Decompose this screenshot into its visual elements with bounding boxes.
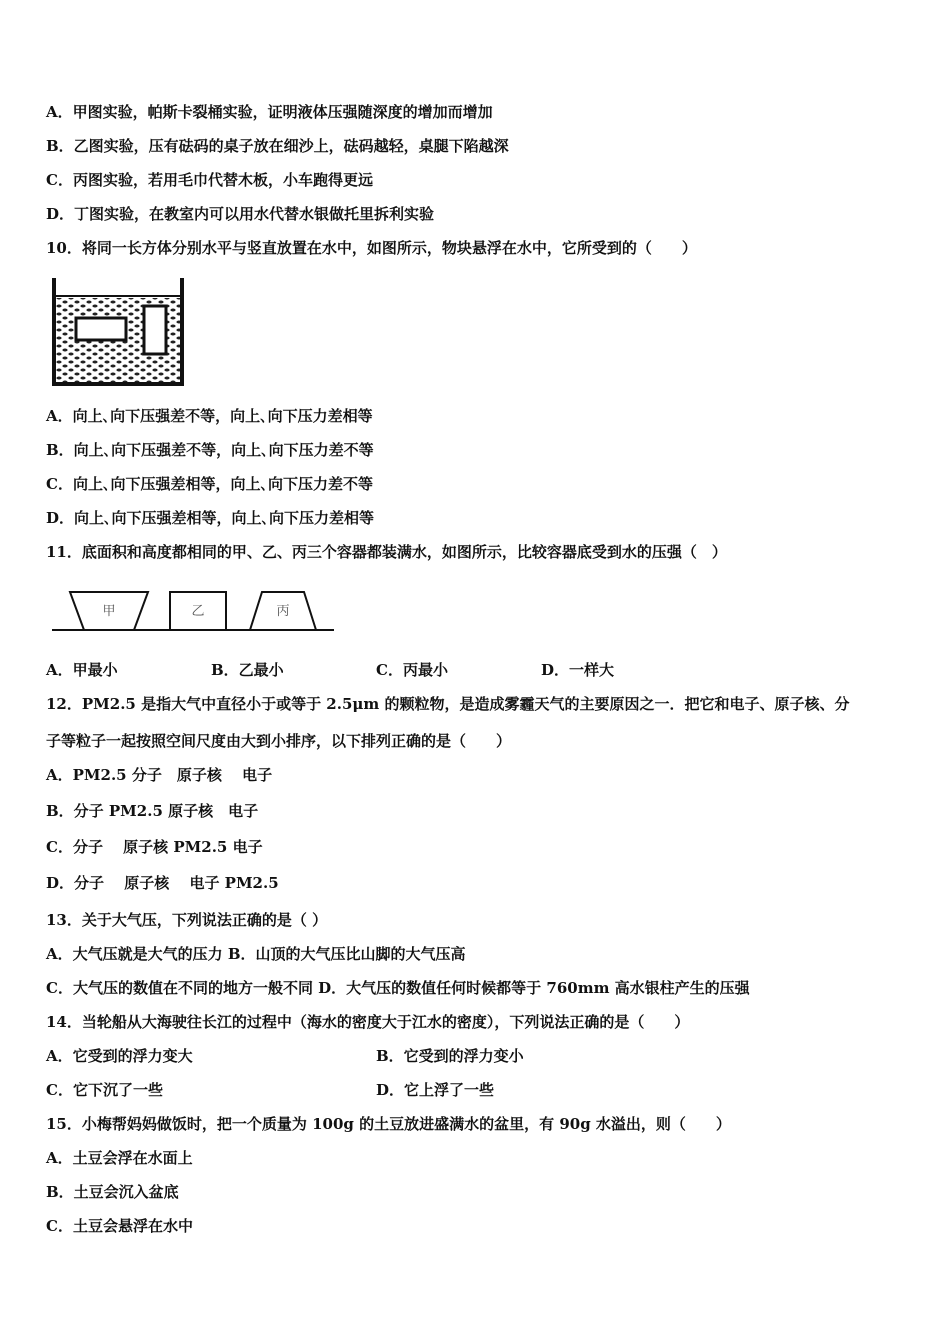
q14-option-a: A．它受到的浮力变大 xyxy=(46,1047,193,1065)
q15-option-c: C．土豆会悬浮在水中 xyxy=(46,1217,193,1235)
q10-option-a: A．向上､向下压强差不等，向上､向下压力差相等 xyxy=(46,407,373,425)
q13-options-ab: A．大气压就是大气的压力 B．山顶的大气压比山脚的大气压高 xyxy=(46,945,466,963)
q12-option-c: C．分子 原子核 PM2.5 电子 xyxy=(46,838,263,856)
q12-option-b: B．分子 PM2.5 原子核 电子 xyxy=(46,802,259,820)
q10-option-c: C．向上､向下压强差相等，向上､向下压力差不等 xyxy=(46,475,373,493)
horizontal-block xyxy=(76,318,126,340)
q12-stem-line1: 12．PM2.5 是指大气中直径小于或等于 2.5μm 的颗粒物，是造成雾霾天气的主要原因之一．把它和电子、原子核、分 xyxy=(46,695,850,713)
q13-options-cd: C．大气压的数值在不同的地方一般不同 D．大气压的数值任何时候都等于 760mm 高水银柱产生的压强 xyxy=(46,979,750,997)
q14-option-c: C．它下沉了一些 xyxy=(46,1081,163,1099)
vertical-block xyxy=(144,306,166,354)
q10-figure-tank xyxy=(50,276,186,388)
q12-option-d: D．分子 原子核 电子 PM2.5 xyxy=(46,874,279,892)
q9-option-b: B．乙图实验，压有砝码的桌子放在细沙上，砝码越轻，桌腿下陷越深 xyxy=(46,137,509,155)
q11-option-b: B．乙最小 xyxy=(211,661,284,679)
q9-option-c: C．丙图实验，若用毛巾代替木板，小车跑得更远 xyxy=(46,171,373,189)
q9-option-a: A．甲图实验，帕斯卡裂桶实验，证明液体压强随深度的增加而增加 xyxy=(46,103,493,121)
q12-option-a: A．PM2.5 分子 原子核 电子 xyxy=(46,766,273,784)
q10-option-b: B．向上､向下压强差不等，向上､向下压力差不等 xyxy=(46,441,374,459)
label-jia: 甲 xyxy=(102,604,116,619)
q14-stem: 14．当轮船从大海驶往长江的过程中（海水的密度大于江水的密度），下列说法正确的是（ ） xyxy=(46,1013,690,1031)
q11-stem: 11．底面积和高度都相同的甲、乙、丙三个容器都装满水，如图所示，比较容器底受到水的压强（ ） xyxy=(46,543,727,561)
q14-option-b: B．它受到的浮力变小 xyxy=(376,1047,524,1065)
label-yi: 乙 xyxy=(191,604,205,619)
q10-stem: 10．将同一长方体分别水平与竖直放置在水中，如图所示，物块悬浮在水中，它所受到的（ ） xyxy=(46,239,697,257)
q14-option-d: D．它上浮了一些 xyxy=(376,1081,495,1099)
q11-option-d: D．一样大 xyxy=(541,661,615,679)
q15-stem: 15．小梅帮妈妈做饭时，把一个质量为 100g 的土豆放进盛满水的盆里，有 90g 水溢出，则（ ） xyxy=(46,1115,731,1133)
q15-option-a: A．土豆会浮在水面上 xyxy=(46,1149,193,1167)
q11-figure-containers xyxy=(50,588,336,636)
q13-stem: 13．关于大气压，下列说法正确的是（ ） xyxy=(46,911,328,929)
q11-option-a: A．甲最小 xyxy=(46,661,118,679)
label-bing: 丙 xyxy=(276,604,290,619)
q11-option-c: C．丙最小 xyxy=(376,661,448,679)
q12-stem-line2: 子等粒子一起按照空间尺度由大到小排序，以下排列正确的是（ ） xyxy=(46,732,512,750)
q15-option-b: B．土豆会沉入盆底 xyxy=(46,1183,179,1201)
q10-option-d: D．向上､向下压强差相等，向上､向下压力差相等 xyxy=(46,509,375,527)
q9-option-d: D．丁图实验，在教室内可以用水代替水银做托里拆利实验 xyxy=(46,205,435,223)
